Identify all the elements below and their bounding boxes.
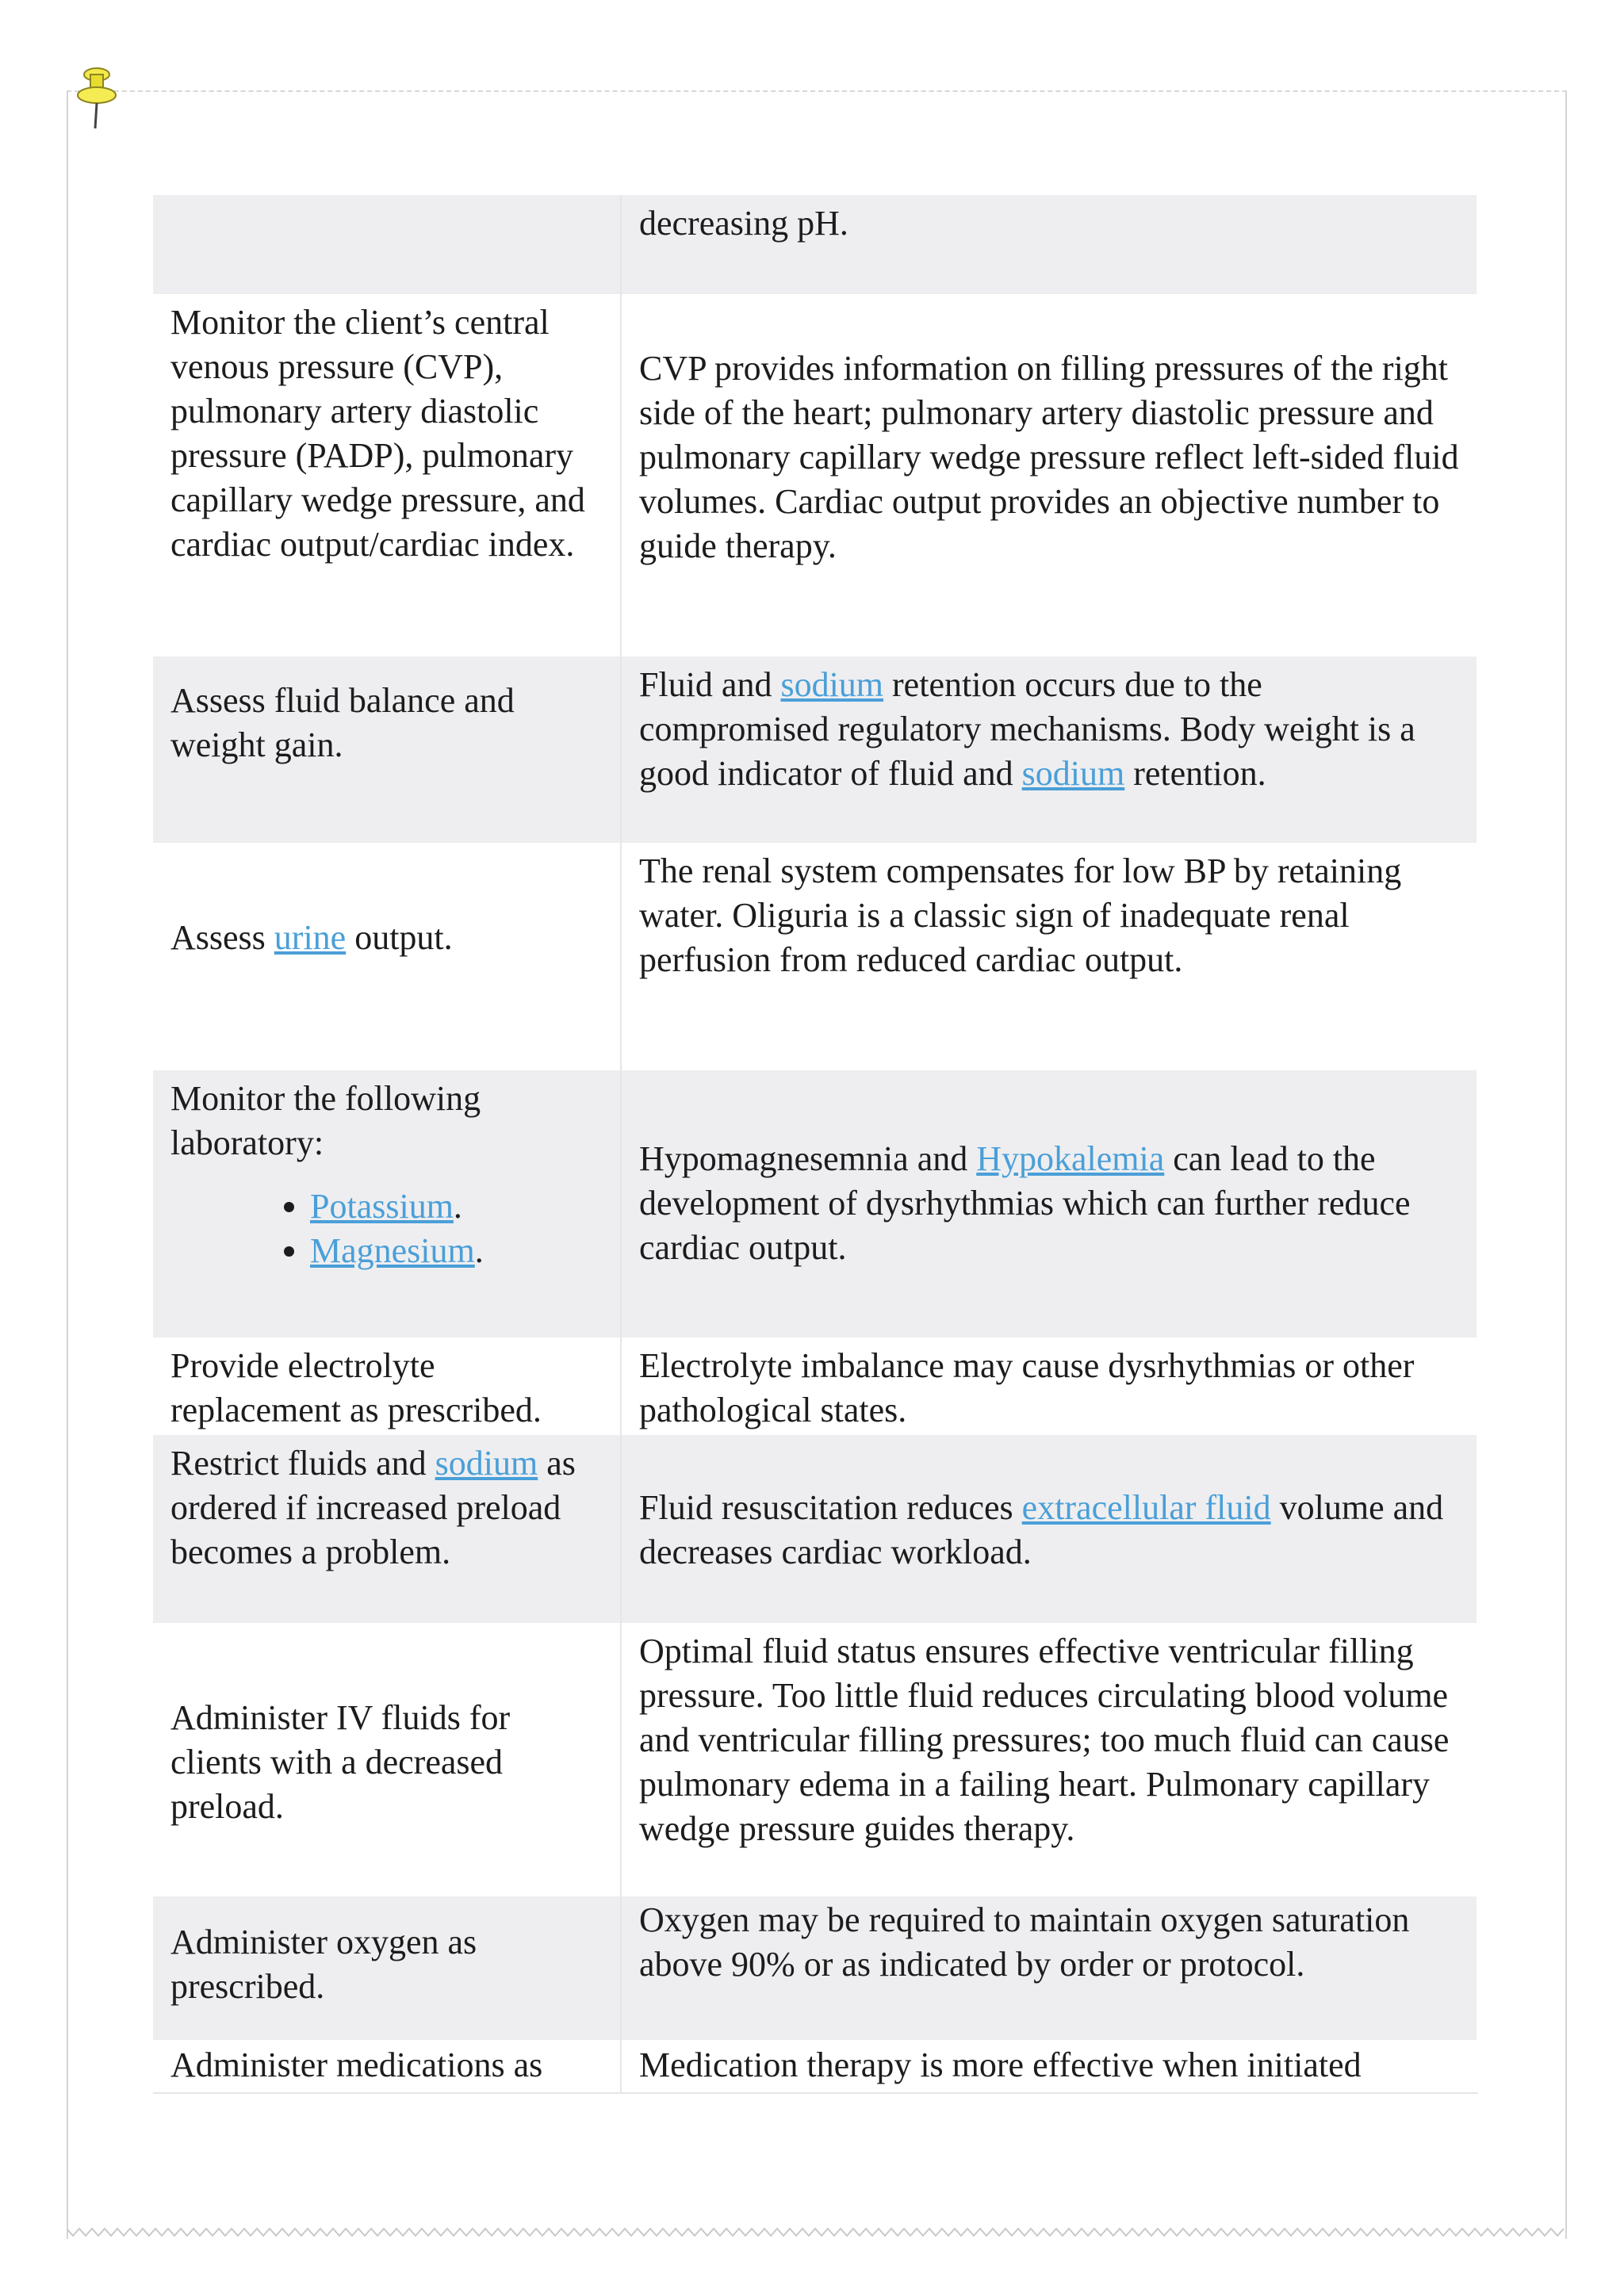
intervention-cell (153, 2039, 621, 2093)
hyperlink[interactable]: sodium (780, 665, 884, 704)
text-run: Medication therapy is more effective when initiated (639, 2045, 1362, 2084)
hyperlink[interactable]: sodium (1021, 754, 1125, 793)
text-run: Optimal fluid status ensures effective ventricular filling pressure. Too little fluid reduces circulating blood volume and ventricular filling pressures; too much fluid can cause pulmonary edema in a failing heart. Pulmonary capillary wedge pressure guides therapy. (639, 1631, 1450, 1848)
text-run: retention occurs due to the compromised regulatory mechanisms. Body weight is a good indicator of fluid and (639, 665, 1415, 793)
text-run: Administer IV fluids for clients with a decreased preload. (170, 1697, 511, 1826)
text-run: volume and decreases cardiac workload. (639, 1488, 1444, 1571)
intervention-cell (153, 1337, 621, 1435)
text-run: . (474, 1231, 484, 1270)
pushpin-icon (76, 65, 121, 133)
hyperlink[interactable]: Magnesium (310, 1231, 475, 1270)
hyperlink[interactable]: sodium (435, 1444, 538, 1483)
table-row (153, 1070, 1477, 1337)
hyperlink[interactable]: urine (274, 917, 347, 957)
table-row (153, 1622, 1477, 1896)
text-run: Restrict fluids and (170, 1444, 435, 1483)
hyperlink[interactable]: Potassium (310, 1187, 454, 1226)
text-run: Fluid and (639, 665, 781, 704)
rationale-cell (621, 1435, 1477, 1622)
text-run: Electrolyte imbalance may cause dysrhythmias or other pathological states. (639, 1345, 1415, 1429)
rationale-cell (621, 1622, 1477, 1896)
text-run: Provide electrolyte replacement as prescribed. (170, 1345, 542, 1429)
intervention-cell (153, 293, 621, 656)
rationale-cell (621, 195, 1477, 293)
text-run: output. (346, 917, 453, 957)
lab-intro (170, 1077, 604, 1165)
hyperlink[interactable]: extracellular fluid (1021, 1488, 1271, 1527)
text-run: Administer medications as (170, 2045, 543, 2084)
text-run: Assess fluid balance and weight gain. (170, 681, 515, 764)
text-run: Monitor the following laboratory: (170, 1079, 481, 1162)
text-run: Oxygen may be required to maintain oxygen saturation above 90% or as indicated by order or protocol. (639, 1900, 1410, 1984)
hyperlink[interactable]: Hypokalemia (976, 1139, 1165, 1178)
text-run: can lead to the development of dysrhythmias which can further reduce cardiac output. (639, 1139, 1411, 1267)
text-run: Assess (170, 917, 274, 957)
care-plan-table (153, 195, 1478, 2094)
text-run: CVP provides information on filling pressures of the right side of the heart; pulmonary artery diastolic pressure and pulmonary capillary wedge pressure reflect left-sided fluid volumes. Cardiac output provides an objective number to guide therapy. (639, 348, 1459, 565)
table-row (153, 1435, 1477, 1622)
table-row (153, 656, 1477, 842)
text-run: Administer oxygen as prescribed. (170, 1923, 477, 2006)
text-run: Monitor the client’s central venous pressure (CVP), pulmonary artery diastolic pressure (PADP), pulmonary capillary wedge pressure, and cardiac output/cardiac index. (170, 302, 585, 564)
text-run: decreasing pH. (639, 204, 848, 243)
text-run: Fluid resuscitation reduces (639, 1488, 1022, 1527)
rationale-cell (621, 1070, 1477, 1337)
intervention-cell (153, 1622, 621, 1896)
table-row (153, 293, 1477, 656)
list-item (310, 1229, 604, 1273)
lab-list (170, 1184, 604, 1273)
rationale-cell (621, 293, 1477, 656)
list-item (310, 1184, 604, 1229)
intervention-cell (153, 1070, 621, 1337)
intervention-cell (153, 842, 621, 1070)
rationale-cell (621, 1337, 1477, 1435)
table-row (153, 1337, 1477, 1435)
text-run: . (453, 1187, 462, 1226)
rationale-cell (621, 2039, 1477, 2093)
intervention-cell (153, 1896, 621, 2039)
intervention-cell (153, 656, 621, 842)
table-row (153, 1896, 1477, 2039)
text-run: The renal system compensates for low BP by retaining water. Oliguria is a classic sign of inadequate renal perfusion from reduced cardiac output. (639, 851, 1402, 979)
table-row (153, 842, 1477, 1070)
rationale-cell (621, 1896, 1477, 2039)
table-row (153, 2039, 1477, 2093)
intervention-cell (153, 1435, 621, 1622)
table-row (153, 195, 1477, 293)
rationale-cell (621, 842, 1477, 1070)
text-run: as ordered if increased preload becomes a problem. (170, 1444, 576, 1571)
text-run: retention. (1124, 754, 1266, 793)
text-run: Hypomagnesemnia and (639, 1139, 977, 1178)
torn-edge (67, 2226, 1567, 2239)
rationale-cell (621, 656, 1477, 842)
intervention-cell (153, 195, 621, 293)
